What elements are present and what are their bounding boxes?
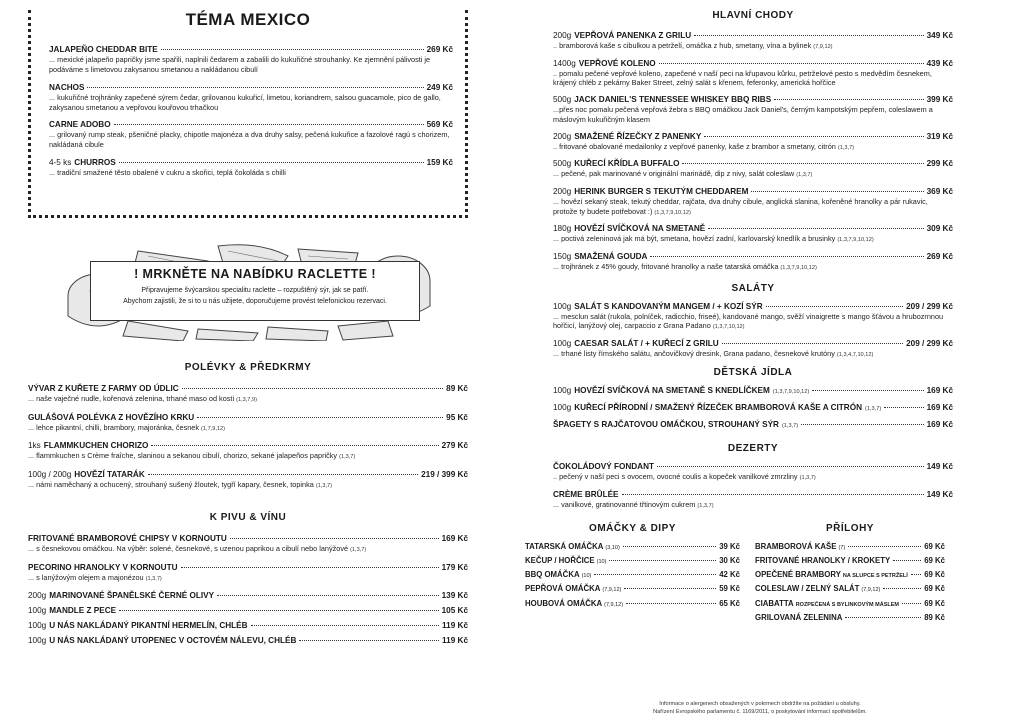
left-column [28, 10, 468, 651]
item-price: 249 Kč [426, 82, 453, 92]
item-price: 95 Kč [446, 412, 468, 422]
raclette-notice [90, 261, 420, 321]
right-column [525, 10, 953, 627]
menu-item [553, 132, 953, 153]
item-price: 119 Kč [442, 636, 468, 646]
item-qty: 150g [553, 251, 572, 261]
item-name: CHURROS [74, 158, 116, 168]
allergens: (1,3,7,9,10,12) [772, 389, 810, 396]
item-price: 69 Kč [924, 584, 945, 594]
item-desc: .. pomalu pečené vepřové koleno, zapečené v naší peci na křupavou kůrku, petrželové pesto s medvědím česnekem, krájený chléb z pekárny Baker Street, zelný salát s křenem, feferonky, americká hořčice [553, 68, 932, 88]
soups-section [28, 362, 468, 490]
item-desc: .. pečený v naší peci s ovocem, ovocné coulis a kopeček vanilkové zmrzliny [553, 472, 798, 482]
item-price: 39 Kč [719, 541, 740, 551]
item-name: PEPŘOVÁ OMÁČKA [525, 584, 601, 594]
item-price: 30 Kč [719, 555, 740, 565]
item-price: 209 / 299 Kč [906, 301, 953, 311]
allergens: (1,3,7) [781, 423, 799, 430]
item-price: 69 Kč [924, 555, 945, 565]
mexico-section [28, 10, 468, 218]
menu-item [553, 95, 953, 125]
allergens: (7,9,12) [604, 601, 624, 608]
footer-line2: Nařízení Evropského parlamentu č. 1169/2011, o poskytování informací spotřebitelům. [653, 709, 867, 716]
item-price: 169 Kč [926, 386, 953, 396]
section-title: PŘÍLOHY [826, 522, 874, 534]
allergens: (1,3,7) [145, 575, 162, 582]
item-name: ČOKOLÁDOVÝ FONDANT [553, 462, 654, 472]
item-name: CARNE ADOBO [49, 120, 111, 130]
section-title: K PIVU & VÍNU [209, 512, 287, 524]
beer-section [28, 512, 468, 645]
allergens: (1,3,7,9) [236, 397, 257, 403]
section-title: DEZERTY [727, 443, 779, 455]
item-qty: 100g / 200g [28, 469, 72, 479]
item-qty: 100g [553, 301, 572, 311]
menu-item [28, 534, 468, 555]
item-desc: ...přes noc pomalu pečená vepřová žebra s BBQ omáčkou Jack Daniel's, černým kampotským pepřem, coleslawem a máslovým kukuřičným klasem [553, 105, 933, 125]
item-price: 139 Kč [441, 591, 468, 601]
item-desc: ... s lanýžovým olejem a majonézou [28, 572, 144, 582]
item-name: COLESLAW / ZELNÝ SALÁT [755, 584, 860, 594]
item-name: SALÁT S KANDOVANÝM MANGEM / + KOZÍ SÝR [574, 301, 763, 311]
section-title: POLÉVKY & PŘEDKRMY [184, 362, 312, 373]
allergens: (1,3,7) [315, 482, 333, 489]
item-name: KUŘECÍ PŘÍRODNÍ / SMAŽENÝ ŘÍZEČEK BRAMBOROVÁ KAŠE A CITRÓN [574, 403, 863, 413]
item-price: 69 Kč [924, 570, 945, 580]
item-desc: ... lehce pikantní, chilli, brambory, majoránka, česnek [28, 422, 200, 432]
allergens: (7) [838, 544, 846, 551]
item-price: 179 Kč [441, 562, 468, 572]
item-desc: ... grilovaný rump steak, pšeničné placky, chipotle majonéza a dva druhy salsy, pečená kukuřice a fazolové ragú s chorizem, nakládaná cibule [49, 130, 450, 150]
allergens: (1,3,7,10,12) [712, 324, 745, 331]
item-price: 309 Kč [926, 224, 953, 234]
item-qty: 100g [28, 636, 47, 646]
item-price: 169 Kč [441, 534, 468, 544]
section-title: SALÁTY [731, 282, 775, 294]
menu-item [49, 158, 453, 178]
item-name: ŠPAGETY S RAJČATOVOU OMÁČKOU, STROUHANÝ SÝR [553, 420, 779, 430]
menu-item [553, 302, 953, 332]
item-qty: 4-5 ks [49, 158, 72, 168]
item-qty: 100g [28, 606, 47, 616]
allergens: (1,3,7) [796, 172, 813, 179]
menu-item [49, 83, 453, 113]
menu-item [28, 563, 468, 584]
item-desc: ... kukuřičné trojhránky zapečené sýrem čedar, grilovanou kukuřicí, limetou, koriandrem, salsou guacamole, pico de gallo, zakysanou smetanou a vepřovou kouřovou trhačkou [49, 92, 441, 112]
allergens: (1,3,7) [339, 454, 356, 461]
item-qty: 200g [553, 131, 572, 141]
item-price: 399 Kč [926, 95, 953, 105]
item-desc: ... trhané listy římského salátu, ančovičkový dresink, Grana padano, česnekové krutóny [553, 348, 835, 358]
item-qty: 1ks [28, 441, 41, 451]
item-name: FRITOVANÉ BRAMBOROVÉ CHIPSY V KORNOUTU [28, 534, 227, 544]
item-price: 119 Kč [442, 621, 468, 631]
item-qty: 100g [553, 386, 572, 396]
menu-item [755, 613, 945, 622]
menu-item [525, 584, 740, 593]
menu-item [755, 599, 945, 608]
raclette-line1: Připravujeme švýcarskou specialitu raclette – rozpuštěný sýr, jak se patří. [141, 287, 369, 294]
item-name: SMAŽENÉ ŘÍZEČKY Z PANENKY [574, 131, 702, 141]
item-name: SMAŽENÁ GOUDA [574, 251, 648, 261]
menu-item [755, 542, 945, 551]
allergens: (1,3,7) [865, 406, 882, 413]
item-price: 569 Kč [426, 120, 453, 130]
item-price: 299 Kč [926, 159, 953, 169]
menu-item [525, 599, 740, 608]
item-price: 69 Kč [924, 541, 945, 551]
raclette-line2: Abychom zajistili, že si to u nás užijete, doporučujeme provést telefonickou rezervaci. [123, 297, 387, 305]
item-name: HERINK BURGER S TEKUTÝM CHEDDAREM [574, 187, 749, 197]
allergens: (1,3,7) [350, 547, 367, 554]
item-name: OPEČENÉ BRAMBORY [755, 570, 841, 580]
item-price: 319 Kč [926, 131, 953, 141]
item-qty: 200g [553, 187, 572, 197]
item-price: 269 Kč [426, 45, 453, 54]
item-name: CRÈME BRÛLÉE [553, 489, 619, 499]
item-qty: 200g [28, 591, 47, 601]
item-name: KEČUP / HOŘČICE [525, 555, 595, 565]
item-desc: ... flammkuchen s Crème fraîche, slaninou a sekanou cibulí, chorizo, sekané jalapeños papričky [28, 451, 338, 461]
item-name: MANDLE Z PECE [49, 606, 117, 616]
item-name: VEPŘOVÉ KOLENO [578, 58, 656, 68]
item-name: BRAMBOROVÁ KAŠE [755, 541, 837, 551]
menu-item [28, 591, 468, 600]
menu-item [755, 570, 945, 579]
menu-item [553, 59, 953, 89]
item-price: 149 Kč [926, 462, 953, 472]
raclette-title: ! MRKNĚTE NA NABÍDKU RACLETTE ! [134, 267, 376, 281]
section-title: OMÁČKY & DIPY [589, 522, 676, 534]
item-qty: 500g [553, 159, 572, 169]
item-name: U NÁS NAKLÁDANÝ UTOPENEC V OCTOVÉM NÁLEVU, CHLÉB [49, 636, 297, 646]
footer-line1: Informace o alergenech obsažených v pokrmech obdržíte na požádání u obsluhy. [659, 701, 861, 707]
allergens: (1,3,7) [697, 502, 714, 509]
menu-item [553, 187, 953, 217]
menu-item [553, 252, 953, 273]
allergens: (7,9,12) [813, 44, 833, 50]
item-price: 269 Kč [926, 251, 953, 261]
item-price: 105 Kč [441, 606, 468, 616]
item-desc: ... námi naměchaný a ochucený, strouhaný sušený žloutek, tygří kapary, česnek, topinka [28, 479, 314, 489]
item-name: PECORINO HRANOLKY V KORNOUTU [28, 562, 178, 572]
item-qty: 180g [553, 224, 572, 234]
allergens: (1,3,7,9,10,12) [780, 264, 817, 271]
item-price: 89 Kč [446, 384, 468, 393]
item-name: MARINOVANÉ ŠPANĚLSKÉ ČERNÉ OLIVY [49, 591, 215, 601]
item-name: HOVĚZÍ SVÍČKOVÁ NA SMETANĚ S KNEDLÍČKEM [574, 386, 770, 396]
item-qty: 100g [553, 338, 572, 348]
item-price: 219 / 399 Kč [421, 469, 468, 479]
raclette-banner [28, 236, 468, 346]
item-name: GRILOVANÁ ZELENINA [755, 613, 843, 623]
item-price: 59 Kč [719, 584, 740, 594]
item-desc: ... mexické jalapeño papričky jsme spařili, naplnili čedarem a zabalili do kukuřičné strouhanky. Ke zjemnění pálivosti je podáváme s limetovou zakysanou smetanou a nakládanou cibulí [49, 55, 431, 74]
allergens: (10) [581, 573, 592, 580]
kids-section [553, 367, 953, 429]
item-price: 65 Kč [719, 598, 740, 608]
item-price: 169 Kč [926, 403, 953, 413]
sides-section [755, 523, 945, 628]
menu-item [525, 556, 740, 565]
item-name: TATARSKÁ OMÁČKA [525, 541, 604, 551]
item-price: 42 Kč [719, 570, 740, 580]
item-desc: ... s česnekovou omáčkou. Na výběr: solené, česnekové, s uzenou paprikou a cibulí nebo lanýžové [28, 544, 349, 554]
menu-item [28, 636, 468, 645]
allergens: (1,3,7,9,10,12) [654, 209, 691, 216]
item-desc: ... poctivá zeleninová jak má být, smetana, hovězí zadní, karlovarský knedlík a brusinky [553, 234, 836, 244]
allergen-footer [600, 700, 920, 716]
item-desc: ... trojhránek z 45% goudy, fritované hranolky a naše tatarská omáčka [553, 261, 779, 271]
allergens: (1,3,7) [799, 475, 816, 482]
allergens: (1,3,7) [837, 144, 855, 151]
item-name: CIABATTA [755, 598, 794, 608]
item-qty: 1400g [553, 58, 576, 68]
item-name: NACHOS [49, 82, 85, 92]
menu-item [553, 490, 953, 511]
item-name: FRITOVANÉ HRANOLKY / KROKETY [755, 555, 891, 565]
menu-item [553, 462, 953, 483]
item-name: VEPŘOVÁ PANENKA Z GRILU [574, 31, 692, 40]
item-qty: 500g [553, 95, 572, 105]
menu-item [525, 542, 740, 551]
item-price: 149 Kč [926, 489, 953, 499]
item-name: GULÁŠOVÁ POLÉVKA Z HOVĚZÍHO KRKU [28, 412, 195, 422]
item-name: U NÁS NAKLÁDANÝ PIKANTNÍ HERMELÍN, CHLÉB [49, 621, 248, 631]
allergens: (1,3,7,9,10,12) [837, 237, 874, 244]
item-name: FLAMMKUCHEN CHORIZO [43, 441, 149, 451]
menu-item [755, 584, 945, 593]
menu-item [755, 556, 945, 565]
item-price: 279 Kč [441, 441, 468, 451]
allergens: (10) [596, 558, 607, 565]
item-name: KUŘECÍ KŘÍDLA BUFFALO [574, 159, 680, 169]
item-name: HOVĚZÍ TATARÁK [74, 469, 145, 479]
menu-item [553, 339, 953, 360]
menu-item [553, 420, 953, 429]
item-desc: ... tradiční smažené těsto obalené v cukru a skořici, teplá čokoláda s chilli [49, 168, 286, 178]
menu-item [553, 159, 953, 180]
item-qty: 200g [553, 31, 572, 40]
item-subtitle: ROZPEČENÁ S BYLINKOVÝM MÁSLEM [795, 601, 899, 608]
item-subtitle: NA SLUPCE S PETRŽELÍ [842, 573, 908, 580]
desserts-section [553, 443, 953, 510]
item-name: VÝVAR Z KUŘETE Z FARMY OD ÚDLIC [28, 384, 179, 393]
item-name: BBQ OMÁČKA [525, 570, 580, 580]
item-qty: 100g [553, 403, 572, 413]
mains-section [553, 10, 953, 273]
item-name: JACK DANIEL'S TENNESSEE WHISKEY BBQ RIBS [574, 95, 772, 105]
mexico-title: TÉMA MEXICO [174, 10, 323, 29]
salads-section [553, 283, 953, 360]
item-price: 369 Kč [926, 187, 953, 197]
item-price: 169 Kč [926, 420, 953, 430]
menu-item [49, 120, 453, 150]
menu-item [28, 621, 468, 630]
allergens: (7,9,12) [602, 587, 622, 594]
menu-item [28, 413, 468, 434]
menu-item [553, 31, 953, 52]
item-desc: .. fritované obalované medailonky z vepřové panenky, kaše z brambor a smetany, citrón [553, 141, 836, 151]
item-desc: ... pečené, pak marinované v originální marinádě, dip z nivy, salát coleslaw [553, 169, 795, 179]
item-qty: 100g [28, 621, 47, 631]
item-desc: ... hovězí sekaný steak, tekutý cheddar, rajčata, dva druhy cibule, anglická slanina, kořeněné hranolky a pár rukavic, protože ty budete potřebovat :) [553, 197, 928, 216]
allergens: (3,10) [605, 544, 620, 551]
sauces-section [525, 523, 740, 628]
menu-item [553, 386, 953, 395]
item-name: CAESAR SALÁT / + KUŘECÍ Z GRILU [574, 338, 719, 348]
menu-item [28, 606, 468, 615]
item-price: 89 Kč [924, 613, 945, 623]
allergens: (7,9,12) [861, 587, 881, 594]
section-title: DĚTSKÁ JÍDLA [713, 367, 793, 379]
item-desc: ... vanilkové, gratinovanné třtinovým cukrem [553, 499, 696, 509]
menu-item [28, 441, 468, 462]
item-desc: ... mesclun salát (rukola, polníček, radicchio, friseé), kandované mango, svěží vinaigrette s mango šťávou a hrubozrnnou hořčicí, lanýžový olej, carpaccio z Grana Padano [553, 311, 944, 331]
item-price: 69 Kč [924, 598, 945, 608]
item-name: HOUBOVÁ OMÁČKA [525, 598, 603, 608]
sauces-sides-area [525, 523, 945, 628]
menu-item [553, 403, 953, 412]
allergens: (1,7,9,12) [201, 425, 225, 432]
menu-item [553, 224, 953, 245]
menu-item [28, 470, 468, 491]
item-desc: ... naše vaječné nudle, kořenová zelenina, trhané maso od kosti [28, 394, 235, 403]
item-name: HOVĚZÍ SVÍČKOVÁ NA SMETANĚ [574, 224, 706, 234]
menu-item [28, 384, 468, 405]
menu-item [49, 45, 453, 75]
item-desc: .. bramborová kaše s cibulkou a petrželí, omáčka z hub, smetany, vína a bylinek [553, 41, 812, 50]
item-price: 439 Kč [926, 58, 953, 68]
menu-item [525, 570, 740, 579]
section-title: HLAVNÍ CHODY [712, 10, 794, 21]
item-name: JALAPEÑO CHEDDAR BITE [49, 45, 158, 54]
item-price: 159 Kč [426, 158, 453, 168]
item-price: 349 Kč [926, 31, 953, 40]
allergens: (1,3,4,7,10,12) [836, 351, 874, 358]
item-price: 209 / 299 Kč [906, 338, 953, 348]
